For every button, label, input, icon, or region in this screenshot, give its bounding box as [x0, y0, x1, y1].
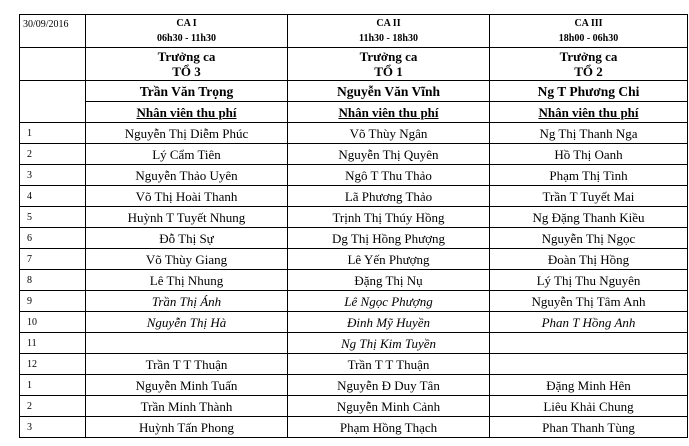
shift-3-staff: Phạm Thị Tình	[490, 165, 688, 186]
team-row-empty-cell	[20, 48, 86, 81]
shift-1-leader-title: Trưởng ca	[157, 49, 216, 64]
leader-row	[20, 81, 688, 102]
staff-title-empty-cell	[20, 102, 86, 123]
row-number: 5	[20, 207, 86, 228]
shift-3-team	[490, 48, 688, 81]
staff-title-row	[20, 102, 688, 123]
row-number: 6	[20, 228, 86, 249]
row-number: 12	[20, 354, 86, 375]
shift-2-staff: Dg Thị Hồng Phượng	[288, 228, 490, 249]
schedule-date: 30/09/2016	[20, 15, 86, 48]
shift-3-staff-title: Nhân viên thu phí	[490, 102, 688, 123]
shift-3-time: 18h00 - 06h30	[558, 33, 619, 44]
shift-1-staff: Huỳnh T Tuyết Nhung	[86, 207, 288, 228]
shift-1-staff: Trần Thị Ánh	[86, 291, 288, 312]
shift-1-staff: Lý Cẩm Tiên	[86, 144, 288, 165]
shift-3-staff: Đoàn Thị Hồng	[490, 249, 688, 270]
shift-1-staff: Trần Minh Thành	[86, 396, 288, 417]
row-number: 9	[20, 291, 86, 312]
shift-schedule-table	[19, 14, 688, 438]
shift-1-staff-title: Nhân viên thu phí	[86, 102, 288, 123]
shift-3-staff	[490, 333, 688, 354]
shift-2-staff: Nguyễn Đ Duy Tân	[288, 375, 490, 396]
shift-3-staff: Ng Đặng Thanh Kiều	[490, 207, 688, 228]
row-number: 8	[20, 270, 86, 291]
table-row	[20, 417, 688, 438]
table-row	[20, 333, 688, 354]
shift-2-team	[288, 48, 490, 81]
shift-1-time: 06h30 - 11h30	[157, 33, 216, 44]
table-row	[20, 396, 688, 417]
shift-1-team-name: TỔ 3	[172, 64, 201, 79]
shift-1-header	[86, 15, 288, 48]
shift-2-staff: Võ Thùy Ngân	[288, 123, 490, 144]
shift-2-staff-title: Nhân viên thu phí	[288, 102, 490, 123]
table-row	[20, 207, 688, 228]
shift-3-staff: Liêu Khải Chung	[490, 396, 688, 417]
row-number: 2	[20, 396, 86, 417]
shift-1-staff	[86, 333, 288, 354]
shift-3-staff: Phan T Hồng Anh	[490, 312, 688, 333]
table-row	[20, 165, 688, 186]
shift-2-header	[288, 15, 490, 48]
shift-2-staff: Trần T T Thuận	[288, 354, 490, 375]
table-row	[20, 228, 688, 249]
row-number: 3	[20, 417, 86, 438]
table-row	[20, 270, 688, 291]
shift-2-staff: Lê Yến Phượng	[288, 249, 490, 270]
shift-2-leader: Nguyễn Văn Vĩnh	[288, 81, 490, 102]
shift-3-staff: Hồ Thị Oanh	[490, 144, 688, 165]
shift-3-leader-title: Trưởng ca	[559, 49, 618, 64]
shift-header-row	[20, 15, 688, 48]
shift-3-staff: Ng Thị Thanh Nga	[490, 123, 688, 144]
shift-1-staff: Đỗ Thị Sự	[86, 228, 288, 249]
shift-1-staff: Võ Thị Hoài Thanh	[86, 186, 288, 207]
table-row	[20, 312, 688, 333]
shift-1-staff: Trần T T Thuận	[86, 354, 288, 375]
shift-3-header	[490, 15, 688, 48]
shift-3-staff: Nguyễn Thị Tâm Anh	[490, 291, 688, 312]
shift-2-staff: Nguyễn Minh Cảnh	[288, 396, 490, 417]
row-number: 2	[20, 144, 86, 165]
shift-2-staff: Trịnh Thị Thúy Hồng	[288, 207, 490, 228]
shift-3-staff: Trần T Tuyết Mai	[490, 186, 688, 207]
row-number: 11	[20, 333, 86, 354]
shift-1-staff: Lê Thị Nhung	[86, 270, 288, 291]
row-number: 1	[20, 375, 86, 396]
shift-1-staff: Nguyễn Thảo Uyên	[86, 165, 288, 186]
shift-1-team	[86, 48, 288, 81]
team-row	[20, 48, 688, 81]
shift-2-staff: Đinh Mỹ Huyền	[288, 312, 490, 333]
shift-2-staff: Lã Phương Thảo	[288, 186, 490, 207]
table-row	[20, 291, 688, 312]
shift-3-name: CA III	[574, 18, 603, 29]
shift-3-staff	[490, 354, 688, 375]
table-row	[20, 123, 688, 144]
table-row	[20, 186, 688, 207]
shift-1-staff: Võ Thùy Giang	[86, 249, 288, 270]
shift-2-staff: Phạm Hồng Thạch	[288, 417, 490, 438]
shift-3-staff: Đặng Minh Hên	[490, 375, 688, 396]
shift-2-team-name: TỔ 1	[374, 64, 403, 79]
shift-2-time: 11h30 - 18h30	[359, 33, 418, 44]
shift-2-staff: Ng Thị Kim Tuyền	[288, 333, 490, 354]
shift-2-leader-title: Trưởng ca	[359, 49, 418, 64]
shift-1-staff: Nguyễn Thị Diễm Phúc	[86, 123, 288, 144]
shift-3-staff: Lý Thị Thu Nguyên	[490, 270, 688, 291]
shift-3-leader: Ng T Phương Chi	[490, 81, 688, 102]
shift-2-staff: Lê Ngọc Phượng	[288, 291, 490, 312]
row-number: 3	[20, 165, 86, 186]
shift-2-staff: Ngô T Thu Thảo	[288, 165, 490, 186]
shift-2-staff: Nguyễn Thị Quyên	[288, 144, 490, 165]
shift-1-staff: Huỳnh Tấn Phong	[86, 417, 288, 438]
table-row	[20, 144, 688, 165]
shift-1-name: CA I	[176, 18, 197, 29]
shift-3-team-name: TỔ 2	[574, 64, 603, 79]
shift-3-staff: Nguyễn Thị Ngọc	[490, 228, 688, 249]
shift-2-name: CA II	[376, 18, 401, 29]
row-number: 7	[20, 249, 86, 270]
row-number: 4	[20, 186, 86, 207]
table-row	[20, 375, 688, 396]
table-row	[20, 249, 688, 270]
shift-2-staff: Đặng Thị Nụ	[288, 270, 490, 291]
shift-1-staff: Nguyễn Thị Hà	[86, 312, 288, 333]
shift-1-leader: Trần Văn Trọng	[86, 81, 288, 102]
shift-3-staff: Phan Thanh Tùng	[490, 417, 688, 438]
table-row	[20, 354, 688, 375]
row-number: 1	[20, 123, 86, 144]
leader-row-empty-cell	[20, 81, 86, 102]
row-number: 10	[20, 312, 86, 333]
shift-1-staff: Nguyễn Minh Tuấn	[86, 375, 288, 396]
